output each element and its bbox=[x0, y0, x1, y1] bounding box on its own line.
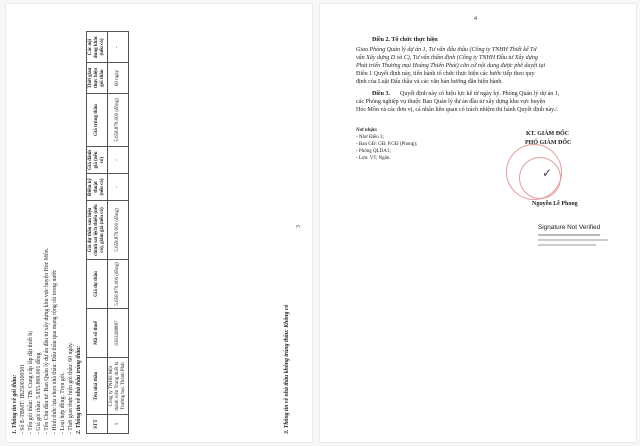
table-cell: Công ty TNHH Một thành viên Trang thiết bị Trường học Thành Phát bbox=[108, 358, 129, 415]
table-header: Giá dự thầu sau hiệu chỉnh sai lệch thiếu (nếu có), giảm giá (nếu có) bbox=[87, 201, 108, 260]
table-header: Giá trúng thầu bbox=[87, 94, 108, 147]
page-number: 4 bbox=[474, 16, 477, 22]
recipient-item: - Như Điều 3; bbox=[356, 135, 384, 140]
article3-title: Điều 3. bbox=[372, 91, 390, 97]
page-4 bbox=[320, 4, 636, 442]
recipient-item: - Phòng QLDA1; bbox=[356, 149, 391, 154]
recipient-item: - Ban GĐ: GĐ, P.GĐ (Phong); bbox=[356, 142, 418, 147]
signature-not-verified: Signature Not Verified bbox=[538, 224, 601, 231]
table-header: Điểm kỹ thuật (nếu có) bbox=[87, 174, 108, 201]
article3-line: các Phòng nghiệp vụ thuộc Ban Quản lý dự án đầu tư xây dựng khu vực huyện bbox=[356, 99, 546, 105]
article3-line: Hóc Môn và các đơn vị, cá nhân liên quan có trách nhiệm thi hành Quyết định này./. bbox=[356, 107, 559, 113]
article2-line: vấn Xây dựng D và C), Tư vấn thẩm định (Công ty TNHH Đầu tư Xây dựng bbox=[356, 55, 538, 61]
table-cell: 0303268887 bbox=[108, 309, 129, 358]
page-3 bbox=[6, 4, 312, 442]
table-header: Các nội dung khác (nếu có) bbox=[87, 32, 108, 63]
winning-bidder-table bbox=[86, 31, 129, 434]
table-header: Giá dự thầu bbox=[87, 260, 108, 309]
section2-title: 2. Thông tin về nhà thầu trúng thầu: bbox=[76, 345, 82, 434]
section1-line: - Tên gói thầu: TB: Cung cấp lắp đặt thiết bị bbox=[28, 331, 34, 434]
table-header: Tên nhà thầu bbox=[87, 358, 108, 415]
article2-line: Giao Phòng Quản lý dự án 1, Tư vấn đấu thầu (Công ty TNHH Thiết kế Tư bbox=[356, 47, 537, 53]
table-cell: 60 ngày bbox=[108, 63, 129, 94]
recipient-item: - Lưu: VT, Ngân. bbox=[356, 156, 391, 161]
signer-title-2: PHÓ GIÁM ĐỐC bbox=[525, 140, 572, 146]
section1-line: - Hình thức lựa chọn nhà thầu: Đấu thầu qua mạng rộng rãi trong nước bbox=[52, 269, 58, 434]
section1-line: - Loại hợp đồng: Trọn gói. bbox=[60, 372, 66, 434]
table-cell: 5.658.879.000 (đồng) bbox=[108, 94, 129, 147]
article2-line: Điều 1 Quyết định này, tiến hành tổ chức thực hiện các bước tiếp theo quy bbox=[356, 71, 535, 77]
digital-signature-details bbox=[538, 234, 618, 256]
table-cell: 5.658.879.000 (đồng) bbox=[108, 260, 129, 309]
page-3-rotated-content bbox=[6, 4, 312, 442]
table-header: Mã số thuế bbox=[87, 309, 108, 358]
table-cell: - bbox=[108, 32, 129, 63]
table-cell: - bbox=[108, 174, 129, 201]
table-cell: 5.658.879.000 (đồng) bbox=[108, 201, 129, 260]
handwritten-signature-mark: ✓ bbox=[542, 166, 553, 180]
table-cell: - bbox=[108, 147, 129, 174]
table-header: Giá đánh giá (nếu có) bbox=[87, 147, 108, 174]
article2-line: Phát triển Thương mại Hoàng Thiên Phát) căn cứ nội dung được phê duyệt tại bbox=[356, 63, 546, 69]
signer-title-1: KT. GIÁM ĐỐC bbox=[526, 131, 570, 137]
section3-title: 3. Thông tin về nhà thầu không trúng thầu: Không có bbox=[284, 304, 290, 434]
table-header: STT bbox=[87, 415, 108, 434]
official-seal-stamp bbox=[506, 144, 562, 200]
table-header: Thời gian thực hiện gói thầu bbox=[87, 63, 108, 94]
section1-line: - Thời gian thực hiện gói thầu: 60 ngày. bbox=[68, 342, 74, 434]
page-number: 3 bbox=[296, 225, 302, 228]
article3-line: Quyết định này có hiệu lực kể từ ngày ký. Phòng Quản lý dự án 1, bbox=[400, 91, 560, 97]
article2-title: Điều 2. Tổ chức thực hiện bbox=[372, 37, 438, 43]
table-header-row bbox=[87, 32, 108, 434]
table-row bbox=[108, 32, 129, 434]
section1-line: - Số E-TBMT: IB2500300581 bbox=[20, 363, 26, 434]
signer-name: Nguyễn Lễ Phong bbox=[532, 201, 578, 207]
section1-line: - Giá gói thầu: 5.855.869.001 đồng bbox=[36, 352, 42, 434]
section1-line: - Tên Chủ đầu tư: Ban Quản lý dự án đầu tư xây dựng khu vực huyện Hóc Môn. bbox=[44, 247, 50, 434]
recipients-title: Nơi nhận: bbox=[356, 128, 378, 133]
article2-line: định của Luật Đấu thầu và các văn bản hướng dẫn hiện hành. bbox=[356, 79, 503, 85]
section1-title: 1. Thông tin về gói thầu: bbox=[12, 374, 18, 434]
table-cell: 1 bbox=[108, 415, 129, 434]
